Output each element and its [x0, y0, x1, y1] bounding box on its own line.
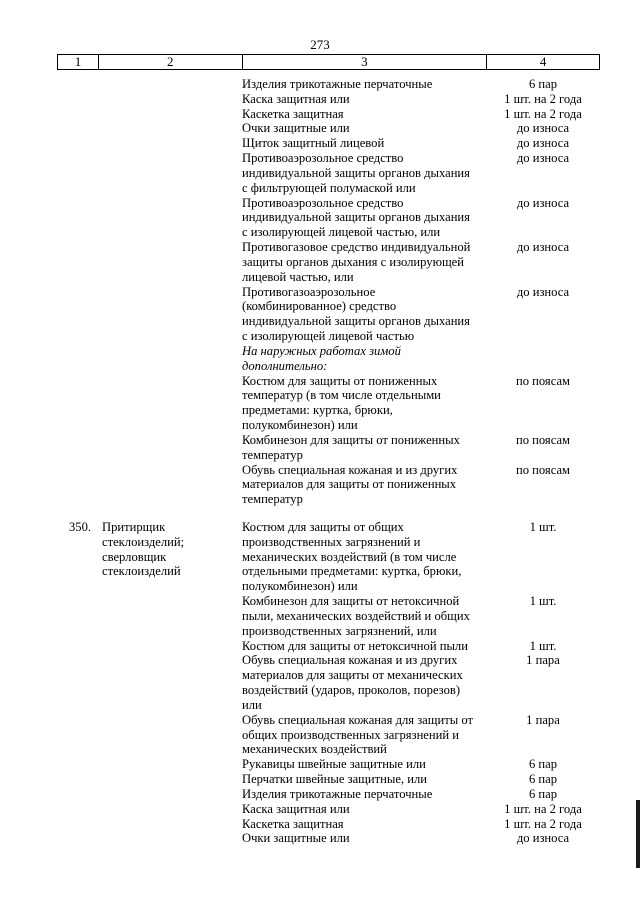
ppe-item-line: Противогазоаэрозольное	[242, 284, 376, 299]
ppe-item-line: Противогазовое средство индивидуальной	[242, 240, 471, 255]
ppe-item-line: Каска защитная или	[242, 801, 350, 816]
ppe-norm: 1 шт. на 2 года	[504, 106, 582, 121]
ppe-item-line: индивидуальной защиты органов дыхания	[242, 165, 470, 180]
column-header-3: 3	[242, 55, 487, 70]
ppe-item-line: полукомбинезон) или	[242, 418, 358, 433]
ppe-norm: 6 пар	[528, 77, 558, 91]
ppe-item-line: Комбинезон для защиты от нетоксичной	[242, 594, 460, 609]
ppe-item-line: Обувь специальная кожаная для защиты от	[242, 712, 473, 727]
ppe-item-line: воздействий (ударов, проколов, порезов)	[242, 683, 461, 698]
ppe-item-line: защиты органов дыхания с изолирующей	[242, 254, 465, 269]
ppe-item-line: Рукавицы швейные защитные или	[242, 757, 426, 772]
ppe-item-line: Очки защитные или	[242, 831, 350, 846]
ppe-item-line: Очки защитные или	[242, 121, 350, 136]
ppe-item-line: Костюм для защиты от нетоксичной пыли	[242, 638, 468, 653]
ppe-item-line: (комбинированное) средство	[242, 299, 397, 314]
entry-number: 350.	[69, 520, 92, 534]
ppe-item-line: производственных загрязнений, или	[242, 623, 437, 638]
ppe-item-line: механических воздействий (в том числе	[242, 549, 457, 564]
ppe-item-line: температур	[242, 492, 303, 507]
ppe-item-line: Костюм для защиты от общих	[242, 520, 404, 534]
profession-name-line: Притирщик	[102, 520, 166, 534]
ppe-norm: до износа	[516, 151, 570, 166]
ppe-item-line: Перчатки швейные защитные, или	[242, 772, 427, 787]
ppe-item-line: с фильтрующей полумаской или	[242, 180, 416, 195]
ppe-item-line: индивидуальной защиты органов дыхания	[242, 314, 470, 329]
ppe-norm: до износа	[516, 121, 570, 136]
ppe-item-line: Комбинезон для защиты от пониженных	[242, 432, 460, 447]
ppe-item-line: дополнительно:	[242, 358, 328, 373]
ppe-item-line: пыли, механических воздействий и общих	[242, 608, 470, 623]
ppe-item-line: Щиток защитный лицевой	[242, 136, 385, 151]
ppe-item-line: общих производственных загрязнений и	[242, 727, 460, 742]
ppe-norm: 1 шт. на 2 года	[504, 801, 582, 816]
ppe-item-line: температур (в том числе отдельными	[242, 388, 441, 403]
ppe-item-line: отдельными предметами: куртка, брюки,	[242, 564, 462, 579]
column-header-1: 1	[58, 55, 99, 70]
ppe-item-line: Каскетка защитная	[242, 106, 344, 121]
ppe-norm: 6 пар	[528, 772, 558, 787]
ppe-item-line: температур	[242, 447, 303, 462]
ppe-norm: до износа	[516, 136, 570, 151]
ppe-item-line: полукомбинезон) или	[242, 579, 358, 594]
ppe-norm: до износа	[516, 831, 570, 846]
ppe-norm: 1 шт.	[529, 594, 557, 609]
ppe-norm: 1 шт.	[529, 638, 557, 653]
profession-name-line: стеклоизделий;	[102, 534, 185, 549]
ppe-item-line: Противоаэрозольное средство	[242, 151, 404, 166]
ppe-item-line: Изделия трикотажные перчаточные	[242, 786, 433, 801]
ppe-norm: по поясам	[515, 432, 571, 447]
ppe-norm: 1 шт. на 2 года	[504, 816, 582, 831]
ppe-norm: до износа	[516, 284, 570, 299]
ppe-item-line: На наружных работах зимой	[242, 343, 401, 358]
ppe-item-line: Каскетка защитная	[242, 816, 344, 831]
ppe-norm: до износа	[516, 240, 570, 255]
profession-name-line: сверловщик	[102, 549, 167, 564]
ppe-item-line: производственных загрязнений и	[242, 534, 421, 549]
ppe-norm: по поясам	[515, 462, 571, 477]
ppe-norm: 1 шт.	[529, 520, 557, 534]
ppe-item-line: с изолирующей лицевой частью, или	[242, 225, 441, 240]
ppe-norm: 6 пар	[528, 757, 558, 772]
profession-name-line: стеклоизделий	[102, 564, 181, 579]
column-header-row	[58, 55, 600, 70]
ppe-item-line: механических воздействий	[242, 742, 387, 757]
ppe-norm: 1 пара	[526, 653, 560, 668]
ppe-item-line: с изолирующей лицевой частью	[242, 329, 415, 344]
column-header-2: 2	[98, 55, 242, 70]
column-header-table	[57, 54, 600, 70]
ppe-item-line: Противоаэрозольное средство	[242, 195, 404, 210]
ppe-norm: по поясам	[515, 373, 571, 388]
ppe-item-line: материалов для защиты от механических	[242, 668, 463, 683]
scan-edge-mark	[636, 800, 640, 868]
ppe-item-line: лицевой частью, или	[242, 269, 354, 284]
ppe-item-line: материалов для защиты от пониженных	[242, 477, 457, 492]
ppe-item-line: индивидуальной защиты органов дыхания	[242, 210, 470, 225]
ppe-item-line: предметами: куртка, брюки,	[242, 403, 393, 418]
ppe-item-line: Каска защитная или	[242, 91, 350, 106]
ppe-item-line: Обувь специальная кожаная и из других	[242, 462, 458, 477]
column-header-4: 4	[487, 55, 600, 70]
ppe-norm: 6 пар	[528, 786, 558, 801]
ppe-norm: 1 шт. на 2 года	[504, 91, 582, 106]
ppe-item-line: или	[242, 697, 262, 712]
ppe-item-line: Изделия трикотажные перчаточные	[242, 77, 433, 91]
ppe-norm: 1 пара	[526, 712, 560, 727]
ppe-item-line: Обувь специальная кожаная и из других	[242, 653, 458, 668]
page-number: 273	[310, 37, 330, 52]
ppe-norm: до износа	[516, 195, 570, 210]
ppe-item-line: Костюм для защиты от пониженных	[242, 373, 438, 388]
